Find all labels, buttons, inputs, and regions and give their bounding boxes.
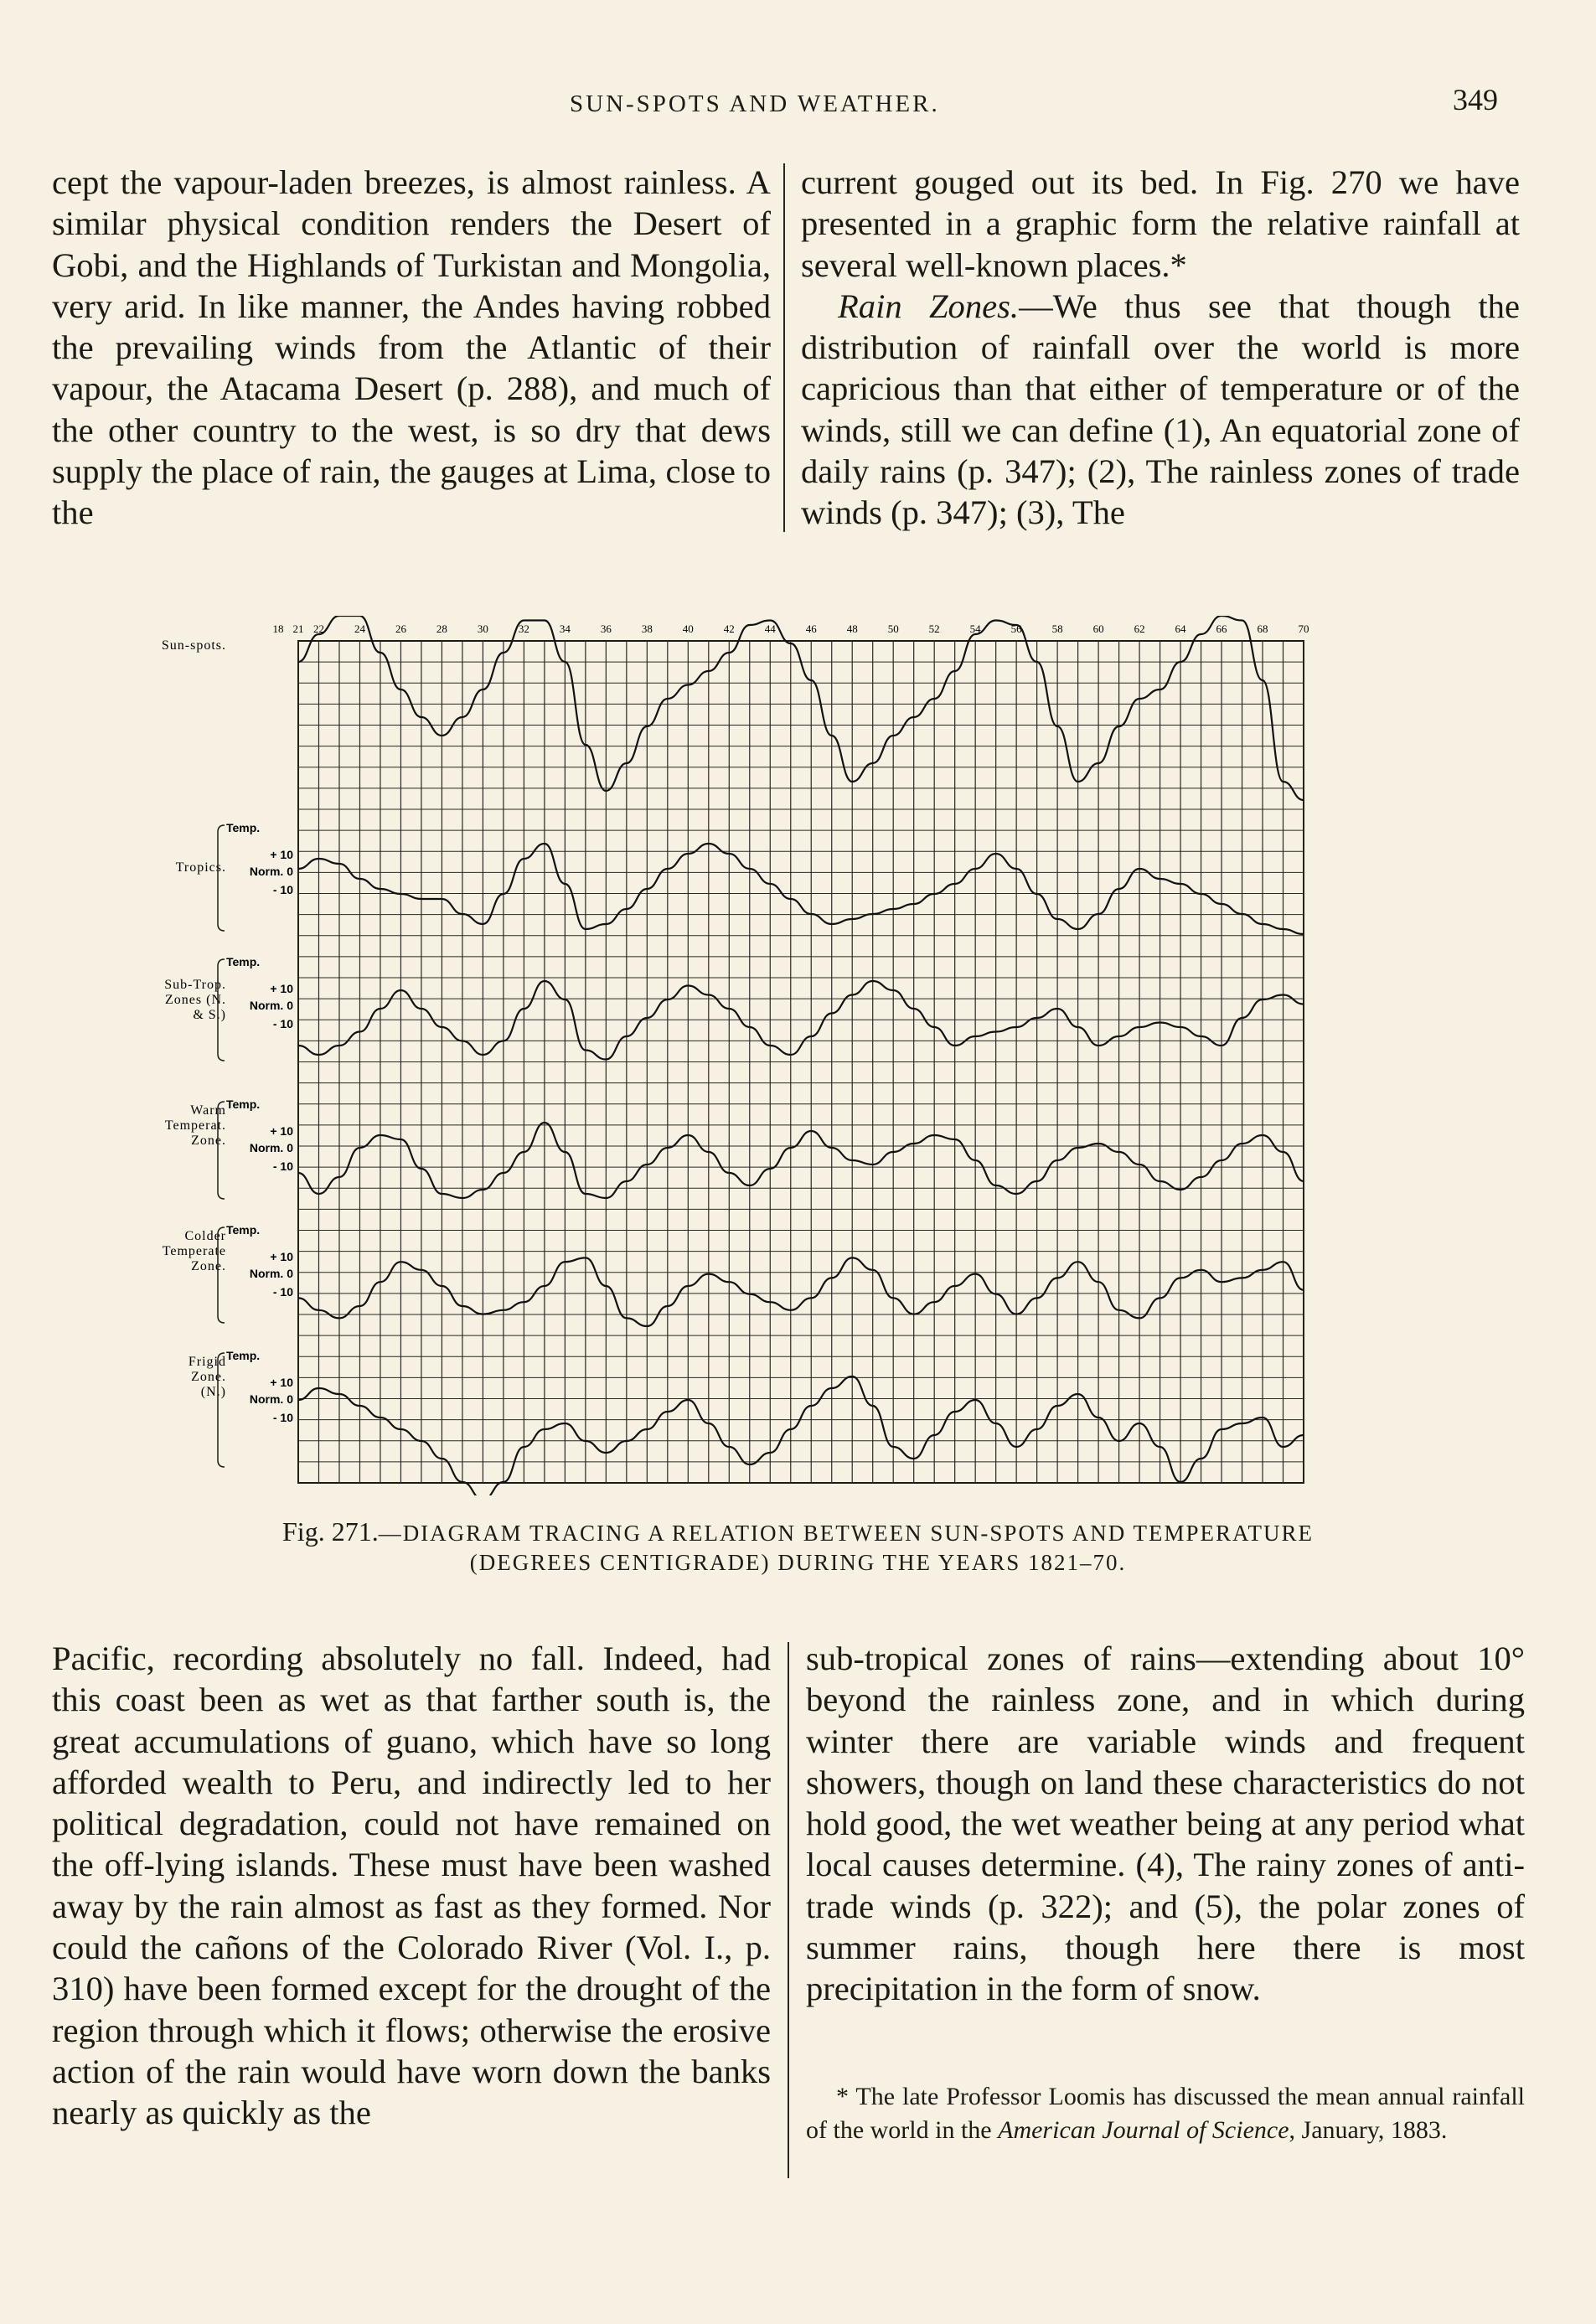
bottom-right-column [806,1638,1525,2010]
paragraph: current gouged out its bed. In Fig. 270 we have presented in a graphic form the relative rainfall at several well-known places.* [801,163,1520,284]
x-tick-label: 38 [641,622,653,635]
rain-zones-paragraph [801,286,1520,534]
x-tick-label: 30 [477,622,488,635]
zone-label: Warm [190,1103,226,1118]
zone-label: Zone. [191,1370,226,1384]
zone-label: Zone. [191,1259,226,1273]
scale-label: Norm. 0 [249,1141,293,1154]
scale-label: Temp. [226,1349,261,1362]
x-tick-label: 52 [928,622,940,635]
paragraph: sub-tropical zones of rains—extending about 10° beyond the rainless zone, and in which during winter there are variable winds and frequent showers, though on land these characteristics do not hold good, the wet weather being at any period what local causes determine. (4), The rainy zones of anti-trade winds (p. 322); and (5), the polar zones of summer rains, though here there is most precipitation in the form of snow. [806,1640,1525,2008]
series-line-1 [298,844,1304,934]
scale-label: Temp. [226,1223,261,1237]
zone-label: Sun-spots. [161,638,226,653]
scale-label: - 10 [272,1411,293,1424]
series-line-0 [298,616,1304,800]
zone-label: Colder [184,1229,226,1243]
x-tick-label: 21 [292,622,304,635]
zone-label: Temperate [162,1244,226,1258]
figure-caption-line-2: (DEGREES CENTIGRADE) DURING THE YEARS 1821–70. [469,1550,1127,1575]
series-line-5 [298,1376,1304,1495]
x-tick-label: 66 [1216,622,1227,635]
x-tick-label: 22 [312,622,324,635]
x-tick-label: 28 [436,622,447,635]
zone-label: Tropics. [175,860,226,875]
column-rule-bottom [788,1642,789,2178]
scale-label: - 10 [272,1017,293,1030]
x-tick-label: 44 [764,622,776,635]
scale-label: Norm. 0 [249,999,293,1012]
scale-label: + 10 [270,1124,293,1138]
scale-label: Norm. 0 [249,865,293,878]
series-line-3 [298,1123,1304,1198]
zone-label: & S.) [193,1008,226,1022]
x-tick-label: 54 [969,622,981,635]
sunspot-temperature-diagram [101,616,1315,1495]
figure-caption-line-1 [0,1516,1596,1547]
scale-label: Norm. 0 [249,1392,293,1406]
x-tick-label: 48 [846,622,858,635]
x-tick-label: 68 [1257,622,1268,635]
paragraph: Pacific, recording absolutely no fall. Indeed, had this coast been as wet as that farther south is, the great accumulations of guano, which have so long afforded wealth to Peru, and indirectly led to her political degradation, could not have remained on the off-lying islands. These must have been washed away by the rain almost as fast as they formed. Nor could the cañons of the Colorado River (Vol. I., p. 310) have been formed except for the drought of the region through which it flows; otherwise the erosive action of the rain would have worn down the banks nearly as quickly as the [52,1640,771,2132]
figure-271 [101,616,1315,1495]
zone-label: Temperat. [164,1118,226,1133]
zone-label: Sub-Trop. [164,978,226,992]
paragraph: cept the vapour-laden breezes, is almost rainless. A similar physical condition renders the Desert of Gobi, and the Highlands of Turkistan and Mongolia, very arid. In like manner, the Andes having robbed the prevailing winds from the Atlantic of their vapour, the Atacama Desert (p. 288), and much of the other country to the west, is so dry that dews supply the place of rain, the gauges at Lima, close to the [52,163,771,532]
footnote-date: , January, 1883. [1289,2116,1448,2144]
scale-label: Temp. [226,955,261,968]
scale-label: Norm. 0 [249,1267,293,1280]
scale-label: + 10 [270,1250,293,1263]
page-header [0,82,1596,124]
scale-label: Temp. [226,1097,261,1111]
footnote [806,2080,1525,2147]
x-tick-label: 46 [805,622,817,635]
page-number: 349 [1453,83,1498,116]
x-tick-label: 56 [1010,622,1022,635]
bottom-left-column [52,1638,771,2134]
scale-label: Temp. [226,821,261,834]
scale-label: + 10 [270,982,293,995]
x-tick-label: 32 [518,622,529,635]
rain-zones-text: —We thus see that though the distribution of rainfall over the world is more capricious than that either of temperature or of the winds, still we can define (1), An equatorial zone of daily rains (p. 347); (2), The rainless zones of trade winds (p. 347); (3), The [801,287,1520,532]
top-left-column [52,162,771,534]
x-tick-label: 58 [1051,622,1063,635]
scale-label: - 10 [272,883,293,896]
column-rule-top [783,163,785,532]
zone-label: Zones (N. [165,993,226,1007]
running-title: SUN-SPOTS AND WEATHER. [570,90,940,117]
rain-zones-heading: Rain Zones. [838,287,1020,325]
scale-label: + 10 [270,1376,293,1389]
x-tick-label: 26 [395,622,406,635]
footnote-text: * The late Professor Loomis has discussed the mean annual rainfall of the world in the [806,2083,1525,2144]
caption-text: —DIAGRAM TRACING A RELATION BETWEEN SUN-SPOTS AND TEMPERATURE [378,1521,1314,1546]
scale-label: + 10 [270,848,293,861]
x-tick-label: 50 [887,622,899,635]
figure-label: Fig. 271. [282,1516,379,1547]
scale-label: - 10 [272,1159,293,1173]
x-tick-label: 40 [682,622,694,635]
x-tick-label: 70 [1298,622,1309,635]
scale-label: - 10 [272,1285,293,1299]
series-line-4 [298,1258,1304,1326]
x-tick-label: 60 [1092,622,1104,635]
x-tick-label: 64 [1175,622,1186,635]
zone-label: Zone. [191,1134,226,1148]
x-tick-label: 24 [354,622,365,635]
zone-label: Frigid [188,1355,226,1369]
scale-bracket [218,825,225,931]
x-tick-label: 34 [559,622,571,635]
journal-title: American Journal of Science [998,2116,1289,2144]
x-tick-prefix: 18 [272,622,284,635]
x-tick-label: 36 [600,622,612,635]
zone-label: (N.) [200,1385,226,1399]
x-tick-label: 62 [1134,622,1145,635]
x-tick-label: 42 [723,622,735,635]
top-right-column [801,162,1520,534]
